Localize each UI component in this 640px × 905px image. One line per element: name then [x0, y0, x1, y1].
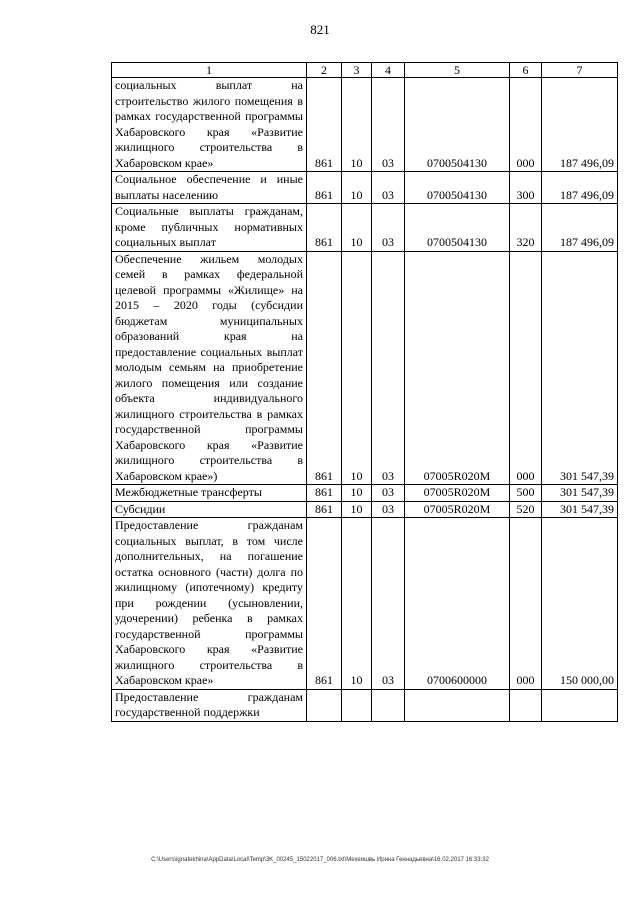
cell-col4: 03 [372, 501, 405, 518]
row-description: Предоставление гражданам государственной поддержки [112, 689, 307, 721]
cell-col6: 300 [510, 172, 542, 204]
cell-col2: 861 [307, 518, 342, 690]
row-description: Предоставление гражданам социальных выплат, в том числе дополнительных, на погашение остатка основного (части) долга по жилищному (ипотечному) кредиту при рождении (усыновлении, удочерении) ребенка в рамках государственной программы Хабаровского края «Развитие жилищного строительства в Хабаровском крае» [112, 518, 307, 690]
cell-col5: 07005R020M [405, 485, 510, 502]
column-header: 3 [342, 63, 372, 78]
budget-table [111, 62, 618, 722]
cell-col4: 03 [372, 172, 405, 204]
table-row [112, 78, 618, 172]
row-description: социальных выплат на строительство жилого помещения в рамках государственной программы Хабаровского края «Развитие жилищного строительства в Хабаровском крае» [112, 78, 307, 172]
cell-col6: 320 [510, 204, 542, 252]
column-header: 7 [542, 63, 618, 78]
row-description: Обеспечение жильем молодых семей в рамках федеральной целевой программы «Жилище» на 2015 – 2020 годы (субсидии бюджетам муниципальных образований края на предоставление социальных выплат молодым семьям на приобретение жилого помещения или создание объекта индивидуального жилищного строительства в рамках государственной программы Хабаровского края «Развитие жилищного строительства в Хабаровском крае») [112, 251, 307, 485]
cell-col3: 10 [342, 251, 372, 485]
cell-col2: 861 [307, 251, 342, 485]
cell-col3: 10 [342, 518, 372, 690]
cell-col4 [372, 689, 405, 721]
cell-col5: 07005R020M [405, 251, 510, 485]
cell-col7: 301 547,39 [542, 501, 618, 518]
cell-col6: 000 [510, 251, 542, 485]
cell-col2: 861 [307, 78, 342, 172]
cell-col3: 10 [342, 78, 372, 172]
cell-col4: 03 [372, 485, 405, 502]
cell-col4: 03 [372, 204, 405, 252]
cell-col5: 0700504130 [405, 78, 510, 172]
row-description: Субсидии [112, 501, 307, 518]
column-header: 6 [510, 63, 542, 78]
cell-col7: 150 000,00 [542, 518, 618, 690]
cell-col5: 0700504130 [405, 172, 510, 204]
cell-col7: 187 496,09 [542, 172, 618, 204]
cell-col5: 0700504130 [405, 204, 510, 252]
table-row [112, 204, 618, 252]
table-row [112, 689, 618, 721]
column-header: 2 [307, 63, 342, 78]
cell-col2: 861 [307, 204, 342, 252]
cell-col7: 187 496,09 [542, 204, 618, 252]
cell-col3: 10 [342, 204, 372, 252]
cell-col2 [307, 689, 342, 721]
page-number: 821 [310, 22, 330, 37]
column-header: 4 [372, 63, 405, 78]
cell-col6: 000 [510, 518, 542, 690]
cell-col2: 861 [307, 172, 342, 204]
table-row [112, 172, 618, 204]
column-header: 1 [112, 63, 307, 78]
cell-col5: 0700600000 [405, 518, 510, 690]
cell-col3: 10 [342, 485, 372, 502]
cell-col3 [342, 689, 372, 721]
row-description: Межбюджетные трансферты [112, 485, 307, 502]
cell-col4: 03 [372, 78, 405, 172]
cell-col2: 861 [307, 501, 342, 518]
cell-col6: 000 [510, 78, 542, 172]
cell-col5: 07005R020M [405, 501, 510, 518]
cell-col4: 03 [372, 518, 405, 690]
cell-col2: 861 [307, 485, 342, 502]
table-row [112, 485, 618, 502]
cell-col6: 520 [510, 501, 542, 518]
cell-col5 [405, 689, 510, 721]
table-row [112, 518, 618, 690]
column-header-row [112, 63, 618, 78]
cell-col4: 03 [372, 251, 405, 485]
cell-col3: 10 [342, 172, 372, 204]
cell-col6: 500 [510, 485, 542, 502]
row-description: Социальные выплаты гражданам, кроме публичных нормативных социальных выплат [112, 204, 307, 252]
cell-col6 [510, 689, 542, 721]
cell-col7: 301 547,39 [542, 251, 618, 485]
cell-col7: 187 496,09 [542, 78, 618, 172]
cell-col3: 10 [342, 501, 372, 518]
file-path-footer: C:\Users\ignatekhina\AppData\Local\Temp\3K_00245_15022017_006.txt\Мехеишвь Ирина Геннадьевна\16.02.2017 16:33:32 [151, 857, 489, 863]
table-row [112, 501, 618, 518]
table-row [112, 251, 618, 485]
cell-col7: 301 547,39 [542, 485, 618, 502]
cell-col7 [542, 689, 618, 721]
column-header: 5 [405, 63, 510, 78]
row-description: Социальное обеспечение и иные выплаты населению [112, 172, 307, 204]
